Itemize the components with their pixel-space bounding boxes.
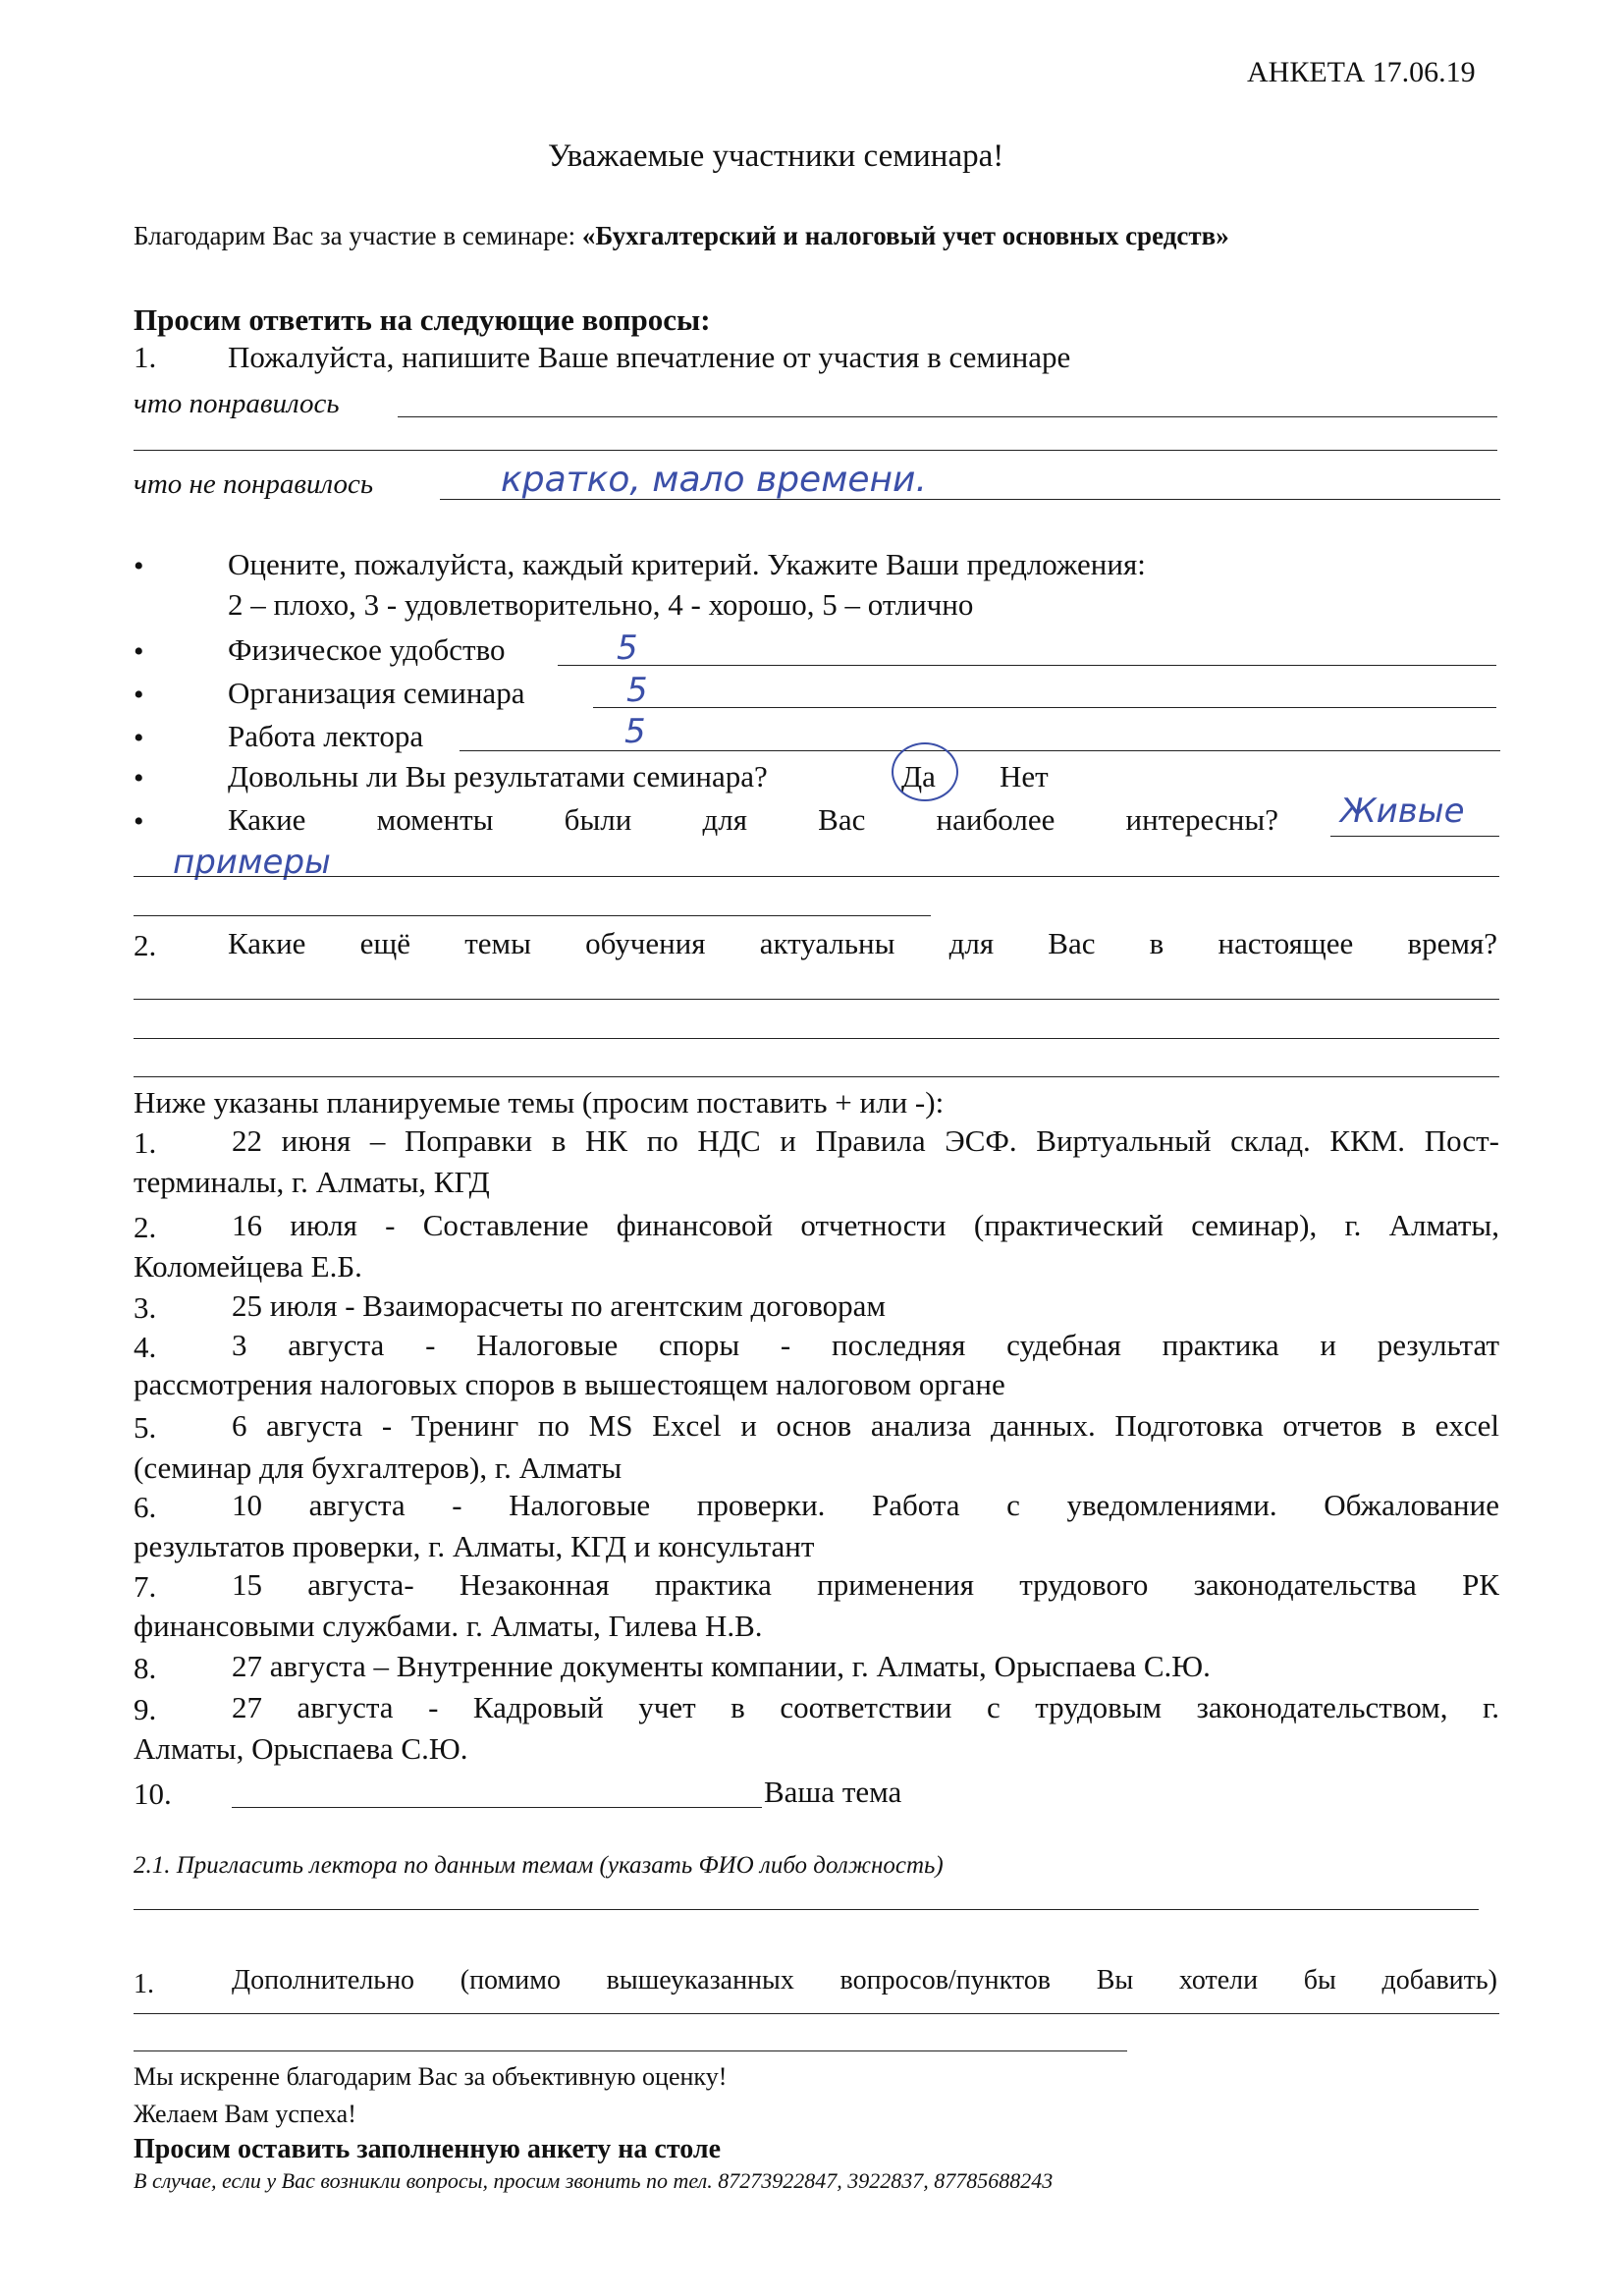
physical-answer-line[interactable] [558, 665, 1496, 666]
interesting-answer-1: Живые [1340, 792, 1465, 831]
topic-line: 3 августа - Налоговые споры - последняя судебная практика и результат [232, 1328, 1499, 1362]
topic-line-cont: результатов проверки, г. Алматы, КГД и консультант [134, 1529, 815, 1563]
topic-line: 16 июля - Составление финансовой отчетности (практический семинар), г. Алматы, [232, 1208, 1499, 1242]
interesting-answer-line-3[interactable] [134, 915, 931, 916]
organization-label: Организация семинара [228, 676, 525, 710]
q3-number: 1. [134, 1969, 154, 1999]
q3-answer-line-1[interactable] [134, 2013, 1499, 2014]
questions-prompt: Просим ответить на следующие вопросы: [134, 302, 711, 337]
topic-line: 10 августа - Налоговые проверки. Работа с уведомлениями. Обжалование [232, 1488, 1499, 1522]
topic-line: 15 августа- Незаконная практика применения трудового законодательства РК [232, 1567, 1499, 1602]
bullet: • [134, 722, 144, 754]
lecturer-answer-line[interactable] [460, 750, 1500, 751]
footer-leave: Просим оставить заполненную анкету на столе [134, 2134, 721, 2164]
lecturer-value: 5 [624, 712, 646, 751]
bullet: • [134, 635, 144, 668]
own-topic-number: 10. [134, 1777, 172, 1811]
topic-line-cont: Коломейцева Е.Б. [134, 1249, 362, 1284]
form-id: АНКЕТА 17.06.19 [1247, 56, 1476, 88]
footer-contact: В случае, если у Вас возникли вопросы, просим звонить по тел. 87273922847, 3922837, 87785688243 [134, 2168, 1054, 2193]
bullet: • [134, 679, 144, 711]
q2-answer-line-1[interactable] [134, 999, 1499, 1000]
topic-line-cont: терминалы, г. Алматы, КГД [134, 1165, 490, 1199]
bullet: • [134, 762, 144, 794]
disliked-answer: кратко, мало времени. [501, 460, 927, 500]
seminar-title: «Бухгалтерский и налоговый учет основных средств» [581, 221, 1229, 250]
interesting-answer-line-2[interactable] [134, 876, 1499, 877]
disliked-answer-line[interactable] [440, 499, 1500, 500]
yes-circled-mark [892, 742, 958, 801]
bullet: • [134, 805, 144, 838]
interesting-answer-line[interactable] [1330, 836, 1499, 837]
q1-number: 1. [134, 340, 157, 374]
invite-lecturer-label: 2.1. Пригласить лектора по данным темам (указать ФИО либо должность) [134, 1852, 944, 1879]
q2-question: Какие ещё темы обучения актуальны для Вас в настоящее время? [228, 926, 1497, 960]
topic-line-cont: Алматы, Орыспаева С.Ю. [134, 1731, 468, 1766]
topic-line: 25 июля - Взаиморасчеты по агентским договорам [232, 1288, 887, 1323]
topic-line: 27 августа - Кадровый учет в соответствии с трудовым законодательством, г. [232, 1690, 1499, 1724]
footer-wish: Желаем Вам успеха! [134, 2100, 356, 2128]
bullet: • [134, 550, 144, 582]
topic-line-cont: финансовыми службами. г. Алматы, Гилева Н.В. [134, 1609, 763, 1643]
own-topic-line[interactable] [232, 1807, 762, 1808]
organization-answer-line[interactable] [593, 707, 1496, 708]
topic-number: 2. [134, 1210, 157, 1244]
ratings-intro: Оцените, пожалуйста, каждый критерий. Укажите Ваши предложения: [228, 547, 1146, 581]
topic-number: 6. [134, 1490, 157, 1524]
topic-number: 8. [134, 1651, 157, 1685]
interesting-label: Какие моменты были для Вас наиболее интересны? [228, 802, 1278, 837]
q3-question: Дополнительно (помимо вышеуказанных вопросов/пунктов Вы хотели бы добавить) [232, 1965, 1497, 1995]
topic-number: 1. [134, 1125, 157, 1160]
own-topic-label: Ваша тема [764, 1775, 902, 1809]
topic-line: 22 июня – Поправки в НК по НДС и Правила ЭСФ. Виртуальный склад. ККМ. Пост- [232, 1123, 1499, 1158]
topic-number: 5. [134, 1410, 157, 1445]
topic-line-cont: рассмотрения налоговых споров в вышестоящем налоговом органе [134, 1367, 1005, 1401]
liked-answer-line[interactable] [398, 416, 1497, 417]
planned-intro: Ниже указаны планируемые темы (просим поставить + или -): [134, 1085, 945, 1120]
q2-answer-line-2[interactable] [134, 1038, 1499, 1039]
liked-label: что понравилось [134, 388, 340, 419]
footer-thanks: Мы искренне благодарим Вас за объективную оценку! [134, 2062, 728, 2091]
physical-value: 5 [617, 629, 638, 668]
topic-number: 3. [134, 1290, 157, 1325]
thanks-line [134, 219, 1229, 252]
topic-line: 27 августа – Внутренние документы компании, г. Алматы, Орыспаева С.Ю. [232, 1649, 1211, 1683]
ratings-scale: 2 – плохо, 3 - удовлетворительно, 4 - хорошо, 5 – отлично [228, 587, 974, 622]
topic-number: 9. [134, 1692, 157, 1726]
topic-line-cont: (семинар для бухгалтеров), г. Алматы [134, 1450, 623, 1485]
yes-option[interactable]: Да [901, 759, 936, 793]
greeting-title: Уважаемые участники семинара! [548, 138, 1004, 174]
q3-answer-line-2[interactable] [134, 2050, 1127, 2051]
topic-line: 6 августа - Тренинг по MS Excel и основ анализа данных. Подготовка отчетов в excel [232, 1408, 1499, 1443]
thanks-prefix: Благодарим Вас за участие в семинаре: [134, 221, 582, 250]
q2-number: 2. [134, 928, 157, 962]
satisfied-label: Довольны ли Вы результатами семинара? [228, 759, 768, 793]
disliked-label: что не понравилось [134, 468, 374, 500]
q1-text: Пожалуйста, напишите Ваше впечатление от участия в семинаре [228, 340, 1071, 374]
lecturer-label: Работа лектора [228, 719, 424, 753]
invite-lecturer-line[interactable] [134, 1909, 1479, 1910]
interesting-answer-2: примеры [173, 843, 331, 882]
topic-number: 7. [134, 1569, 157, 1604]
topic-number: 4. [134, 1330, 157, 1364]
liked-answer-line-2[interactable] [134, 450, 1497, 451]
no-option[interactable]: Нет [1000, 759, 1049, 793]
organization-value: 5 [626, 671, 648, 710]
physical-label: Физическое удобство [228, 632, 506, 667]
q2-answer-line-3[interactable] [134, 1076, 1499, 1077]
